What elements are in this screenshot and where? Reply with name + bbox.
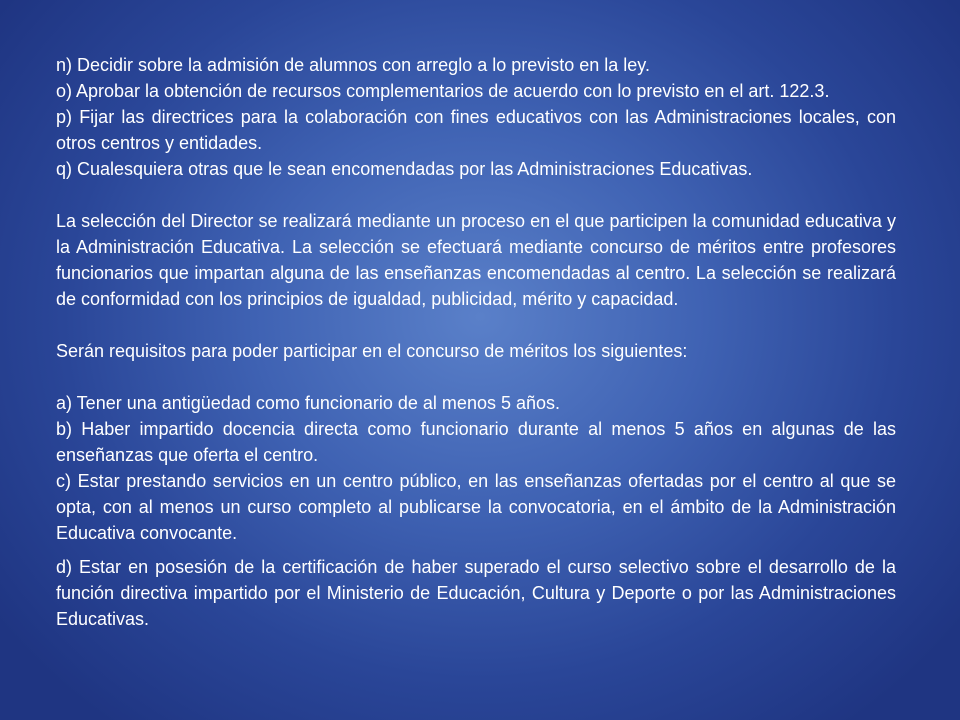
list-item-o: o) Aprobar la obtención de recursos complementarios de acuerdo con lo previsto en el art. 122.3. bbox=[56, 81, 830, 101]
spacer bbox=[56, 546, 896, 554]
spacer bbox=[56, 182, 896, 208]
spacer bbox=[56, 312, 896, 338]
requirement-c: c) Estar prestando servicios en un centro público, en las enseñanzas ofertadas por el centro al que se opta, con al menos un curso completo al publicarse la convocatoria, en el ámbito de la Administración Educativa convocante. bbox=[56, 471, 896, 543]
requirement-d: d) Estar en posesión de la certificación de haber superado el curso selectivo sobre el desarrollo de la función directiva impartido por el Ministerio de Educación, Cultura y Deporte o por las Administraciones Educativas. bbox=[56, 557, 896, 629]
requirements-intro: Serán requisitos para poder participar en el concurso de méritos los siguientes: bbox=[56, 341, 688, 361]
spacer bbox=[56, 364, 896, 390]
requirement-a: a) Tener una antigüedad como funcionario de al menos 5 años. bbox=[56, 393, 561, 413]
slide-content bbox=[56, 52, 896, 632]
requirement-b: b) Haber impartido docencia directa como funcionario durante al menos 5 años en algunas de las enseñanzas que oferta el centro. bbox=[56, 419, 896, 465]
list-item-p: p) Fijar las directrices para la colaboración con fines educativos con las Administraciones locales, con otros centros y entidades. bbox=[56, 107, 896, 153]
list-item-n: n) Decidir sobre la admisión de alumnos con arreglo a lo previsto en la ley. bbox=[56, 55, 650, 75]
list-item-q: q) Cualesquiera otras que le sean encomendadas por las Administraciones Educativas. bbox=[56, 159, 753, 179]
selection-paragraph: La selección del Director se realizará mediante un proceso en el que participen la comunidad educativa y la Administración Educativa. La selección se efectuará mediante concurso de méritos entre profesores funcionarios que impartan alguna de las enseñanzas encomendadas al centro. La selección se realizará de conformidad con los principios de igualdad, publicidad, mérito y capacidad. bbox=[56, 211, 896, 309]
